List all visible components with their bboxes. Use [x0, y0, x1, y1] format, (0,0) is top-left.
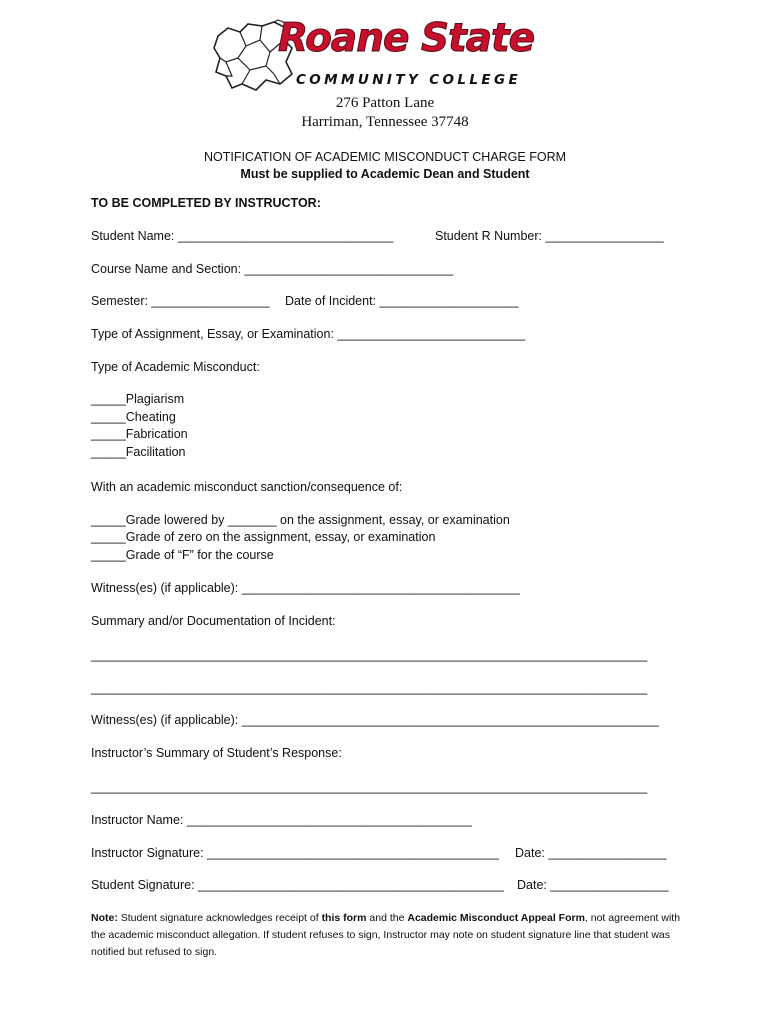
sanction-grade-lowered[interactable]: _____Grade lowered by _______ on the assignment, essay, or examination [91, 513, 510, 527]
student-name-field[interactable]: Student Name: _______________________________ [91, 229, 394, 243]
option-plagiarism[interactable]: _____Plagiarism [91, 392, 185, 406]
note-text-1: Student signature acknowledges receipt of [117, 912, 322, 924]
logo-subtitle: COMMUNITY COLLEGE [296, 72, 522, 88]
signature-note [91, 910, 681, 961]
witness-field-2[interactable]: Witness(es) (if applicable): ____________________________________________________________ [91, 713, 659, 727]
sanction-grade-f[interactable]: _____Grade of “F” for the course [91, 548, 274, 562]
instructor-signature-field[interactable]: Instructor Signature: __________________________________________ [91, 846, 500, 860]
semester-field[interactable]: Semester: _________________ [91, 294, 270, 308]
option-fabrication[interactable]: _____Fabrication [91, 427, 188, 441]
response-line[interactable]: ________________________________________________________________________________ [91, 780, 648, 794]
option-facilitation[interactable]: _____Facilitation [91, 445, 186, 459]
response-label: Instructor’s Summary of Student’s Response: [91, 746, 342, 760]
student-date-field[interactable]: Date: _________________ [517, 878, 669, 892]
option-cheating[interactable]: _____Cheating [91, 410, 176, 424]
misconduct-type-label: Type of Academic Misconduct: [91, 360, 260, 374]
section-heading: TO BE COMPLETED BY INSTRUCTOR: [91, 196, 321, 210]
date-of-incident-field[interactable]: Date of Incident: ____________________ [285, 294, 519, 308]
student-r-number-field[interactable]: Student R Number: _________________ [435, 229, 664, 243]
instructor-name-field[interactable]: Instructor Name: _________________________________________ [91, 813, 472, 827]
summary-label: Summary and/or Documentation of Incident: [91, 614, 336, 628]
note-label: Note: [91, 912, 118, 924]
student-signature-field[interactable]: Student Signature: ____________________________________________ [91, 878, 504, 892]
assignment-type-field[interactable]: Type of Assignment, Essay, or Examination: ___________________________ [91, 327, 526, 341]
sanction-grade-zero[interactable]: _____Grade of zero on the assignment, essay, or examination [91, 530, 436, 544]
summary-line-1[interactable]: ________________________________________________________________________________ [91, 648, 648, 662]
summary-line-2[interactable]: ________________________________________________________________________________ [91, 681, 648, 695]
note-appeal-form: Academic Misconduct Appeal Form [407, 912, 585, 924]
course-name-field[interactable]: Course Name and Section: ______________________________ [91, 262, 454, 276]
address-street: 276 Patton Lane [335, 95, 435, 111]
address-city: Harriman, Tennessee 37748 [301, 114, 469, 130]
note-text-2: and the [366, 912, 408, 924]
instructor-date-field[interactable]: Date: _________________ [515, 846, 667, 860]
note-text-3: , not agreement with the academic misconduct allegation. If student refuses to sign, Instructor may note on student signature line that student was notified but refused to sign. [91, 912, 681, 958]
college-logo [212, 18, 542, 96]
logo-wordmark: Roane State [278, 16, 535, 61]
witness-field-1[interactable]: Witness(es) (if applicable): ________________________________________ [91, 581, 520, 595]
form-title: NOTIFICATION OF ACADEMIC MISCONDUCT CHARGE FORM [203, 150, 567, 164]
sanction-label: With an academic misconduct sanction/consequence of: [91, 480, 403, 494]
note-this-form: this form [321, 912, 367, 924]
form-subtitle: Must be supplied to Academic Dean and Student [240, 167, 530, 181]
